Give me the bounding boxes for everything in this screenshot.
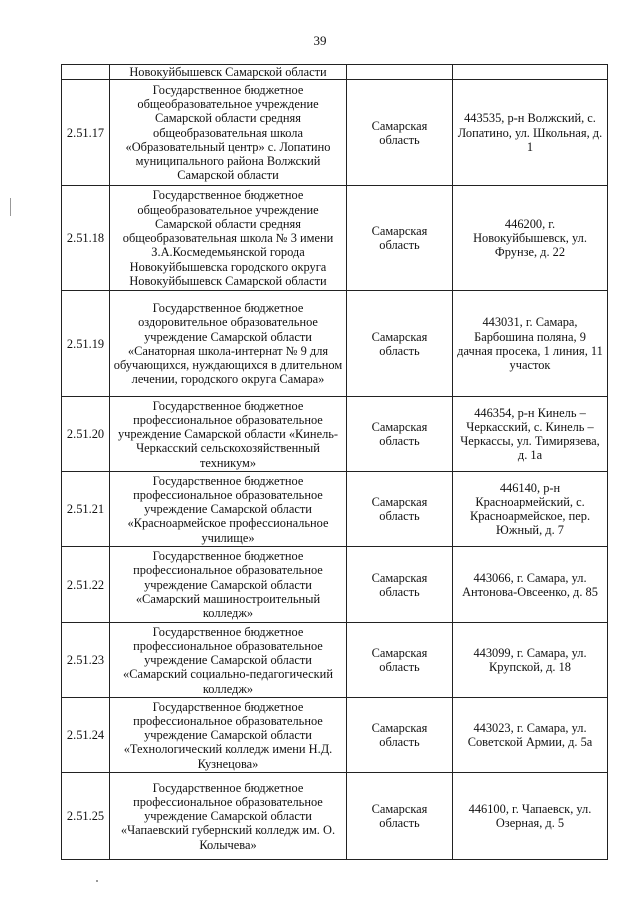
address: 443099, г. Самара, ул. Крупской, д. 18: [453, 623, 608, 698]
organization-name: Государственное бюджетное профессиональное образовательное учреждение Самарской области «Чапаевский губернский колледж им. О. Колычева»: [110, 773, 347, 860]
organization-name: Государственное бюджетное профессиональное образовательное учреждение Самарской области «Красноармейское профессиональное училище»: [110, 472, 347, 547]
region: Самарская область: [347, 773, 453, 860]
table-row: [62, 773, 608, 860]
region: Самарская область: [347, 397, 453, 472]
address: 443023, г. Самара, ул. Советской Армии, д. 5а: [453, 698, 608, 773]
address: 443066, г. Самара, ул. Антонова-Овсеенко, д. 85: [453, 547, 608, 623]
row-number: 2.51.18: [62, 186, 110, 291]
organization-name: Государственное бюджетное общеобразовательное учреждение Самарской области средняя общеобразовательная школа «Образовательный центр» с. Лопатино муниципального района Волжский Самарской области: [110, 80, 347, 186]
table-row: [62, 547, 608, 623]
row-number: 2.51.19: [62, 291, 110, 397]
address: [453, 65, 608, 80]
row-number: 2.51.20: [62, 397, 110, 472]
organization-name: Государственное бюджетное профессиональное образовательное учреждение Самарской области «Самарский социально-педагогический колледж»: [110, 623, 347, 698]
row-number: [62, 65, 110, 80]
region: Самарская область: [347, 698, 453, 773]
institutions-table: [61, 64, 608, 860]
table-row: [62, 623, 608, 698]
address: 443535, р-н Волжский, с. Лопатино, ул. Школьная, д. 1: [453, 80, 608, 186]
table-row: [62, 291, 608, 397]
region: Самарская область: [347, 472, 453, 547]
page-number: 39: [313, 33, 327, 48]
table-row: [62, 472, 608, 547]
organization-name: Новокуйбышевск Самарской области: [110, 65, 347, 80]
organization-name: Государственное бюджетное профессиональное образовательное учреждение Самарской области «Технологический колледж имени Н.Д. Кузнецова»: [110, 698, 347, 773]
table-row: [62, 80, 608, 186]
scan-artifact-mark: [10, 198, 11, 216]
organization-name: Государственное бюджетное оздоровительное образовательное учреждение Самарской области «Санаторная школа-интернат № 9 для обучающихся, нуждающихся в длительном лечении, городского округа Самара»: [110, 291, 347, 397]
row-number: 2.51.21: [62, 472, 110, 547]
table-row: [62, 65, 608, 80]
row-number: 2.51.17: [62, 80, 110, 186]
address: 446354, р-н Кинель – Черкасский, с. Кинель – Черкассы, ул. Тимирязева, д. 1а: [453, 397, 608, 472]
region: [347, 65, 453, 80]
row-number: 2.51.24: [62, 698, 110, 773]
region: Самарская область: [347, 623, 453, 698]
region: Самарская область: [347, 291, 453, 397]
region: Самарская область: [347, 186, 453, 291]
organization-name: Государственное бюджетное профессиональное образовательное учреждение Самарской области «Самарский машиностроительный колледж»: [110, 547, 347, 623]
address: 446200, г. Новокуйбышевск, ул. Фрунзе, д. 22: [453, 186, 608, 291]
address: 446140, р-н Красноармейский, с. Красноармейское, пер. Южный, д. 7: [453, 472, 608, 547]
organization-name: Государственное бюджетное профессиональное образовательное учреждение Самарской области «Кинель-Черкасский сельскохозяйственный техникум»: [110, 397, 347, 472]
address: 446100, г. Чапаевск, ул. Озерная, д. 5: [453, 773, 608, 860]
table-row: [62, 186, 608, 291]
row-number: 2.51.25: [62, 773, 110, 860]
region: Самарская область: [347, 80, 453, 186]
organization-name: Государственное бюджетное общеобразовательное учреждение Самарской области средняя общеобразовательная школа № 3 имени З.А.Космедемьянской города Новокуйбышевска городского округа Новокуйбышевск Самарской области: [110, 186, 347, 291]
row-number: 2.51.23: [62, 623, 110, 698]
table-row: [62, 698, 608, 773]
row-number: 2.51.22: [62, 547, 110, 623]
address: 443031, г. Самара, Барбошина поляна, 9 дачная просека, 1 линия, 11 участок: [453, 291, 608, 397]
region: Самарская область: [347, 547, 453, 623]
table-row: [62, 397, 608, 472]
scan-artifact-mark: [96, 880, 98, 882]
